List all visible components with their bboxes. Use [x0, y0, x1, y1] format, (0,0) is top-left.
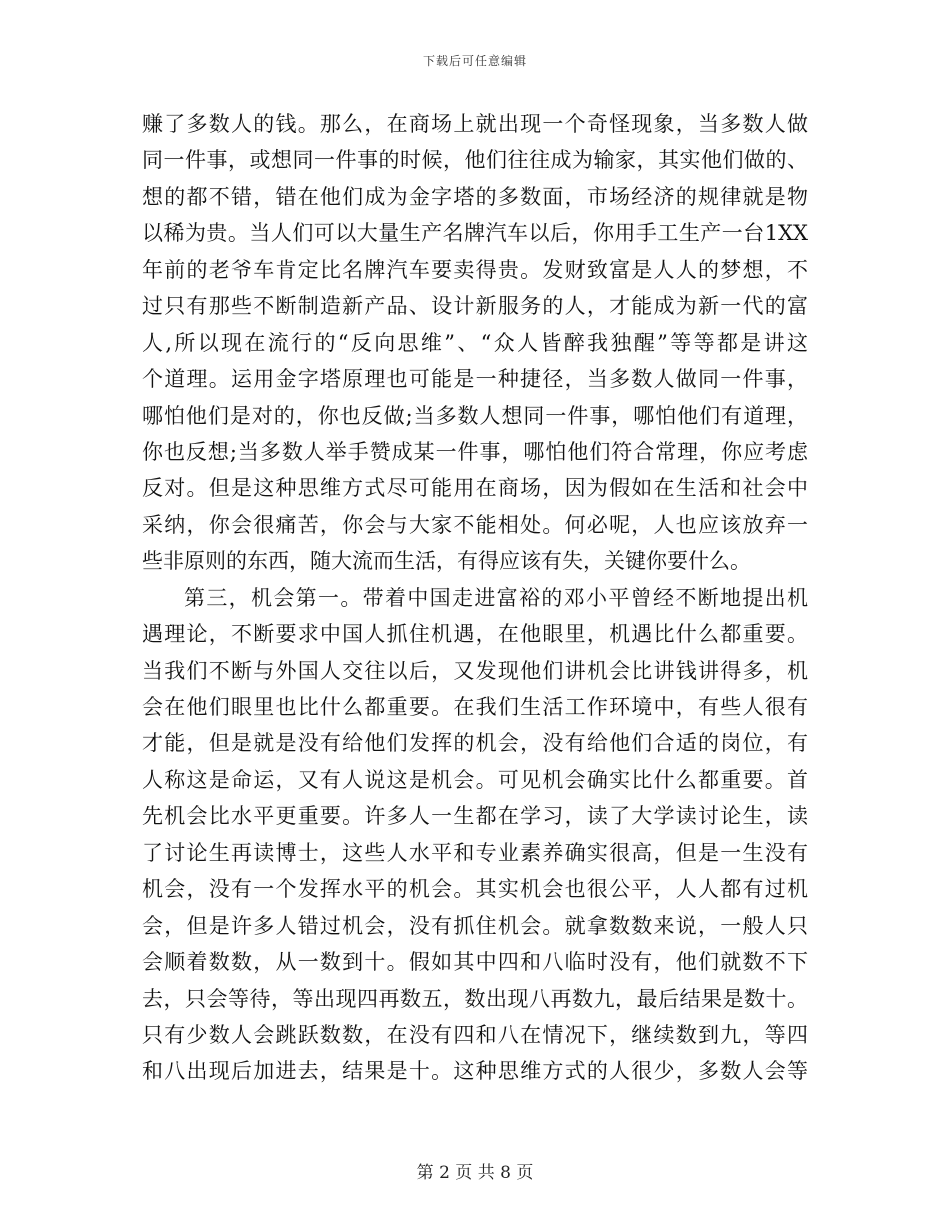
text-line: 人,所以现在流行的“反向思维”、“众人皆醉我独醒”等等都是讲这 — [142, 330, 808, 355]
text-line: 了讨论生再读博士，这些人水平和专业素养确实很高，但是一生没有 — [142, 840, 808, 865]
text-line: 采纳，你会很痛苦，你会与大家不能相处。何必呢，人也应该放弃一 — [142, 512, 808, 537]
text-line: 你也反想;当多数人举手赞成某一件事，哪怕他们符合常理，你应考虑 — [142, 439, 808, 464]
paragraph-end-line: 些非原则的东西，随大流而生活，有得应该有失，关键你要什么。 — [142, 549, 751, 574]
text-line: 个道理。运用金字塔原理也可能是一种捷径，当多数人做同一件事， — [142, 367, 808, 392]
text-line: 只有少数人会跳跃数数，在没有四和八在情况下，继续数到九，等四 — [142, 1022, 808, 1047]
page-number-footer: 第 2 页 共 8 页 — [416, 1163, 534, 1183]
text-line: 机会，没有一个发挥水平的机会。其实机会也很公平，人人都有过机 — [142, 877, 808, 902]
text-line: 会，但是许多人错过机会，没有抓住机会。就拿数数来说，一般人只 — [142, 913, 808, 938]
text-line: 当我们不断与外国人交往以后，又发现他们讲机会比讲钱讲得多，机 — [142, 658, 808, 683]
paragraph-start-line: 第三，机会第一。带着中国走进富裕的邓小平曾经不断地提出机 — [184, 585, 808, 610]
page-header: 下载后可任意编辑 — [422, 54, 527, 68]
text-line: 才能，但是就是没有给他们发挥的机会，没有给他们合适的岗位，有 — [142, 731, 808, 756]
text-line: 会顺着数数，从一数到十。假如其中四和八临时没有，他们就数不下 — [142, 950, 808, 975]
text-line: 赚了多数人的钱。那么，在商场上就出现一个奇怪现象，当多数人做 — [142, 112, 808, 136]
text-line: 和八出现后加进去，结果是十。这种思维方式的人很少，多数人会等 — [142, 1059, 808, 1084]
text-line: 人称这是命运，又有人说这是机会。可见机会确实比什么都重要。首 — [142, 767, 808, 792]
text-line: 同一件事，或想同一件事的时候，他们往往成为输家，其实他们做的、 — [142, 148, 808, 173]
text-line: 以稀为贵。当人们可以大量生产名牌汽车以后，你用手工生产一台1XX — [142, 221, 808, 246]
text-line: 年前的老爷车肯定比名牌汽车要卖得贵。发财致富是人人的梦想，不 — [142, 257, 808, 282]
text-line: 反对。但是这种思维方式尽可能用在商场，因为假如在生活和社会中 — [142, 476, 808, 501]
text-line: 遇理论，不断要求中国人抓住机遇，在他眼里，机遇比什么都重要。 — [142, 622, 808, 647]
text-line: 想的都不错，错在他们成为金字塔的多数面，市场经济的规律就是物 — [142, 184, 808, 209]
text-line: 去，只会等待，等出现四再数五，数出现八再数九，最后结果是数十。 — [142, 986, 808, 1011]
text-line: 会在他们眼里也比什么都重要。在我们生活工作环境中，有些人很有 — [142, 695, 808, 719]
text-line: 哪怕他们是对的，你也反做;当多数人想同一件事，哪怕他们有道理， — [142, 403, 808, 428]
document-body — [142, 106, 808, 1090]
text-line: 过只有那些不断制造新产品、设计新服务的人，才能成为新一代的富 — [142, 294, 808, 319]
text-line: 先机会比水平更重要。许多人一生都在学习，读了大学读讨论生，读 — [142, 804, 808, 829]
